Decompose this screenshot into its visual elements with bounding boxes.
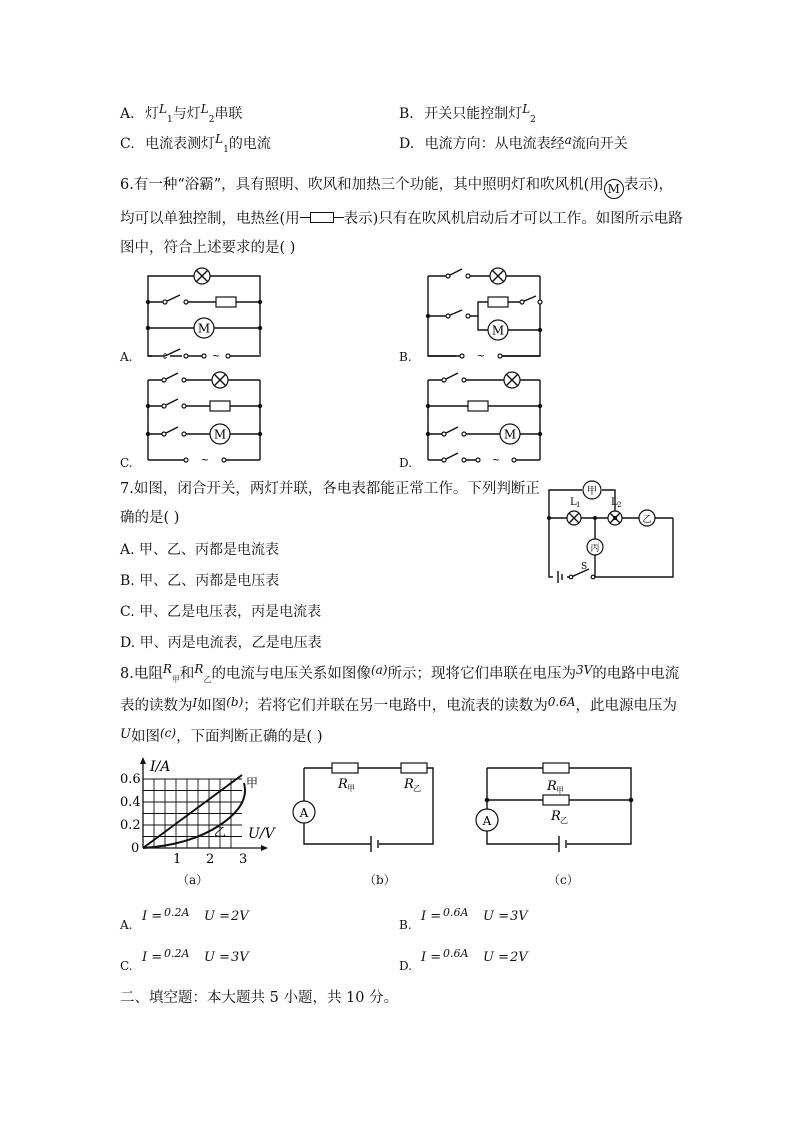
q7-option-a: A. 甲、乙、丙都是电流表 <box>120 542 280 558</box>
q5-option-d: D. 电流方向：从电流表经a流向开关 <box>399 133 628 152</box>
q6-line-1: 6.有一种“浴霸”，具有照明、吹风和加热三个功能，其中照明灯和吹风机(用 M 表示)， <box>120 177 673 199</box>
q7-line-1: 7.如图，闭合开关，两灯并联，各电表都能正常工作。下列判断正 <box>120 481 540 497</box>
svg-text:R: R <box>547 779 557 794</box>
caption-a: （a） <box>177 873 209 887</box>
svg-text:甲: 甲 <box>347 784 355 793</box>
q7-option-c: C. 甲、乙是电压表，丙是电流表 <box>120 604 322 620</box>
svg-text:~: ~ <box>491 455 501 466</box>
q5-option-b: B. 开关只能控制灯$L_2$ <box>399 102 536 125</box>
q6-circuit-c <box>140 372 270 472</box>
svg-text:L: L <box>611 497 618 508</box>
q5-option-c: C. 电流表测灯$L_1$的电流 <box>120 132 271 155</box>
x-axis-label: U/V <box>248 826 275 842</box>
series-label-jia: 甲 <box>246 776 259 790</box>
svg-text:M: M <box>503 427 517 442</box>
svg-text:A: A <box>299 806 309 820</box>
svg-text:丙: 丙 <box>590 544 600 554</box>
y-axis-label: I/A <box>150 759 171 775</box>
x-tick-label: 3 <box>239 852 248 867</box>
q8-circuit-b <box>290 758 450 858</box>
svg-text:~: ~ <box>476 351 486 362</box>
q6-option-b-letter: B. <box>399 350 412 364</box>
q8-line-2: 表的读数为$^I$如图$^{(b)}$；若将它们并联在另一电路中，电流表的读数为$^{0.6A}$，此电源电压为 <box>120 695 678 714</box>
q7-line-2: 确的是( ) <box>120 510 180 526</box>
caption-b: （b） <box>364 873 396 887</box>
svg-text:R: R <box>404 777 414 792</box>
q7-option-d: D. 甲、丙是电流表，乙是电压表 <box>120 635 322 651</box>
q6-option-c-letter: C. <box>120 456 133 470</box>
svg-text:乙: 乙 <box>413 784 421 793</box>
q8-option-d: D. I = 0.6A U = 2V <box>399 947 528 973</box>
heater-symbol-inline <box>300 212 344 224</box>
option-letter: A. <box>120 106 135 122</box>
svg-text:M: M <box>491 323 505 338</box>
q6-option-d-letter: D. <box>399 456 413 470</box>
q8-line-3: U如图$^{(c)}$，下面判断正确的是( ) <box>120 726 323 745</box>
q7-option-b: B. 甲、乙、丙都是电压表 <box>120 573 280 589</box>
y-tick-label: 0 <box>131 841 140 856</box>
q6-line-3: 图中，符合上述要求的是( ) <box>120 240 296 256</box>
q6-circuit-a <box>140 268 270 368</box>
q8-graph-a <box>114 755 274 880</box>
caption-c: （c） <box>548 873 579 887</box>
svg-text:M: M <box>213 427 227 442</box>
q5-option-a: A. 灯$L_1$与灯$L_2$串联 <box>120 102 243 125</box>
svg-text:~: ~ <box>211 351 221 362</box>
q8-option-c: C. I = 0.2A U = 3V <box>120 947 249 973</box>
q8-line-1: 8.电阻$^R_甲$和$^R_乙$的电流与电压关系如图像$^{(a)}$所示；现将它们串联在电压为$^{3V}$的电路中电流 <box>120 662 680 684</box>
motor-symbol-inline: M <box>604 179 624 199</box>
q8-option-a: A. I = 0.2A U = 2V <box>120 906 249 932</box>
svg-text:~: ~ <box>200 455 210 466</box>
svg-text:S: S <box>581 562 588 572</box>
svg-text:R: R <box>551 809 561 824</box>
svg-text:1: 1 <box>576 501 581 509</box>
y-tick-label: 0.6 <box>120 772 141 787</box>
q6-circuit-d <box>420 372 550 472</box>
q6-option-a-letter: A. <box>120 350 133 364</box>
svg-text:甲: 甲 <box>587 486 597 497</box>
y-tick-label: 0.4 <box>120 795 141 810</box>
svg-text:A: A <box>482 814 492 828</box>
svg-text:甲: 甲 <box>556 786 564 795</box>
svg-text:2: 2 <box>617 501 622 509</box>
q8-option-b: B. I = 0.6A U = 3V <box>399 906 528 932</box>
x-tick-label: 2 <box>206 852 215 867</box>
svg-text:L: L <box>570 497 577 508</box>
x-tick-label: 1 <box>173 852 182 867</box>
y-tick-label: 0.2 <box>120 818 141 833</box>
q6-circuit-b <box>420 268 550 368</box>
svg-text:乙: 乙 <box>642 515 652 525</box>
series-label-yi: 乙 <box>214 825 227 839</box>
q7-circuit <box>541 477 681 587</box>
q6-line-2: 均可以单独控制，电热丝(用 表示)只有在吹风机启动后才可以工作。如图所示电路 <box>120 211 683 227</box>
svg-text:R: R <box>338 777 348 792</box>
q8-circuit-c <box>475 758 635 858</box>
svg-text:乙: 乙 <box>560 816 568 825</box>
motor-label: M <box>197 321 211 336</box>
section-heading: 二、填空题：本大题共 5 小题，共 10 分。 <box>120 990 399 1006</box>
